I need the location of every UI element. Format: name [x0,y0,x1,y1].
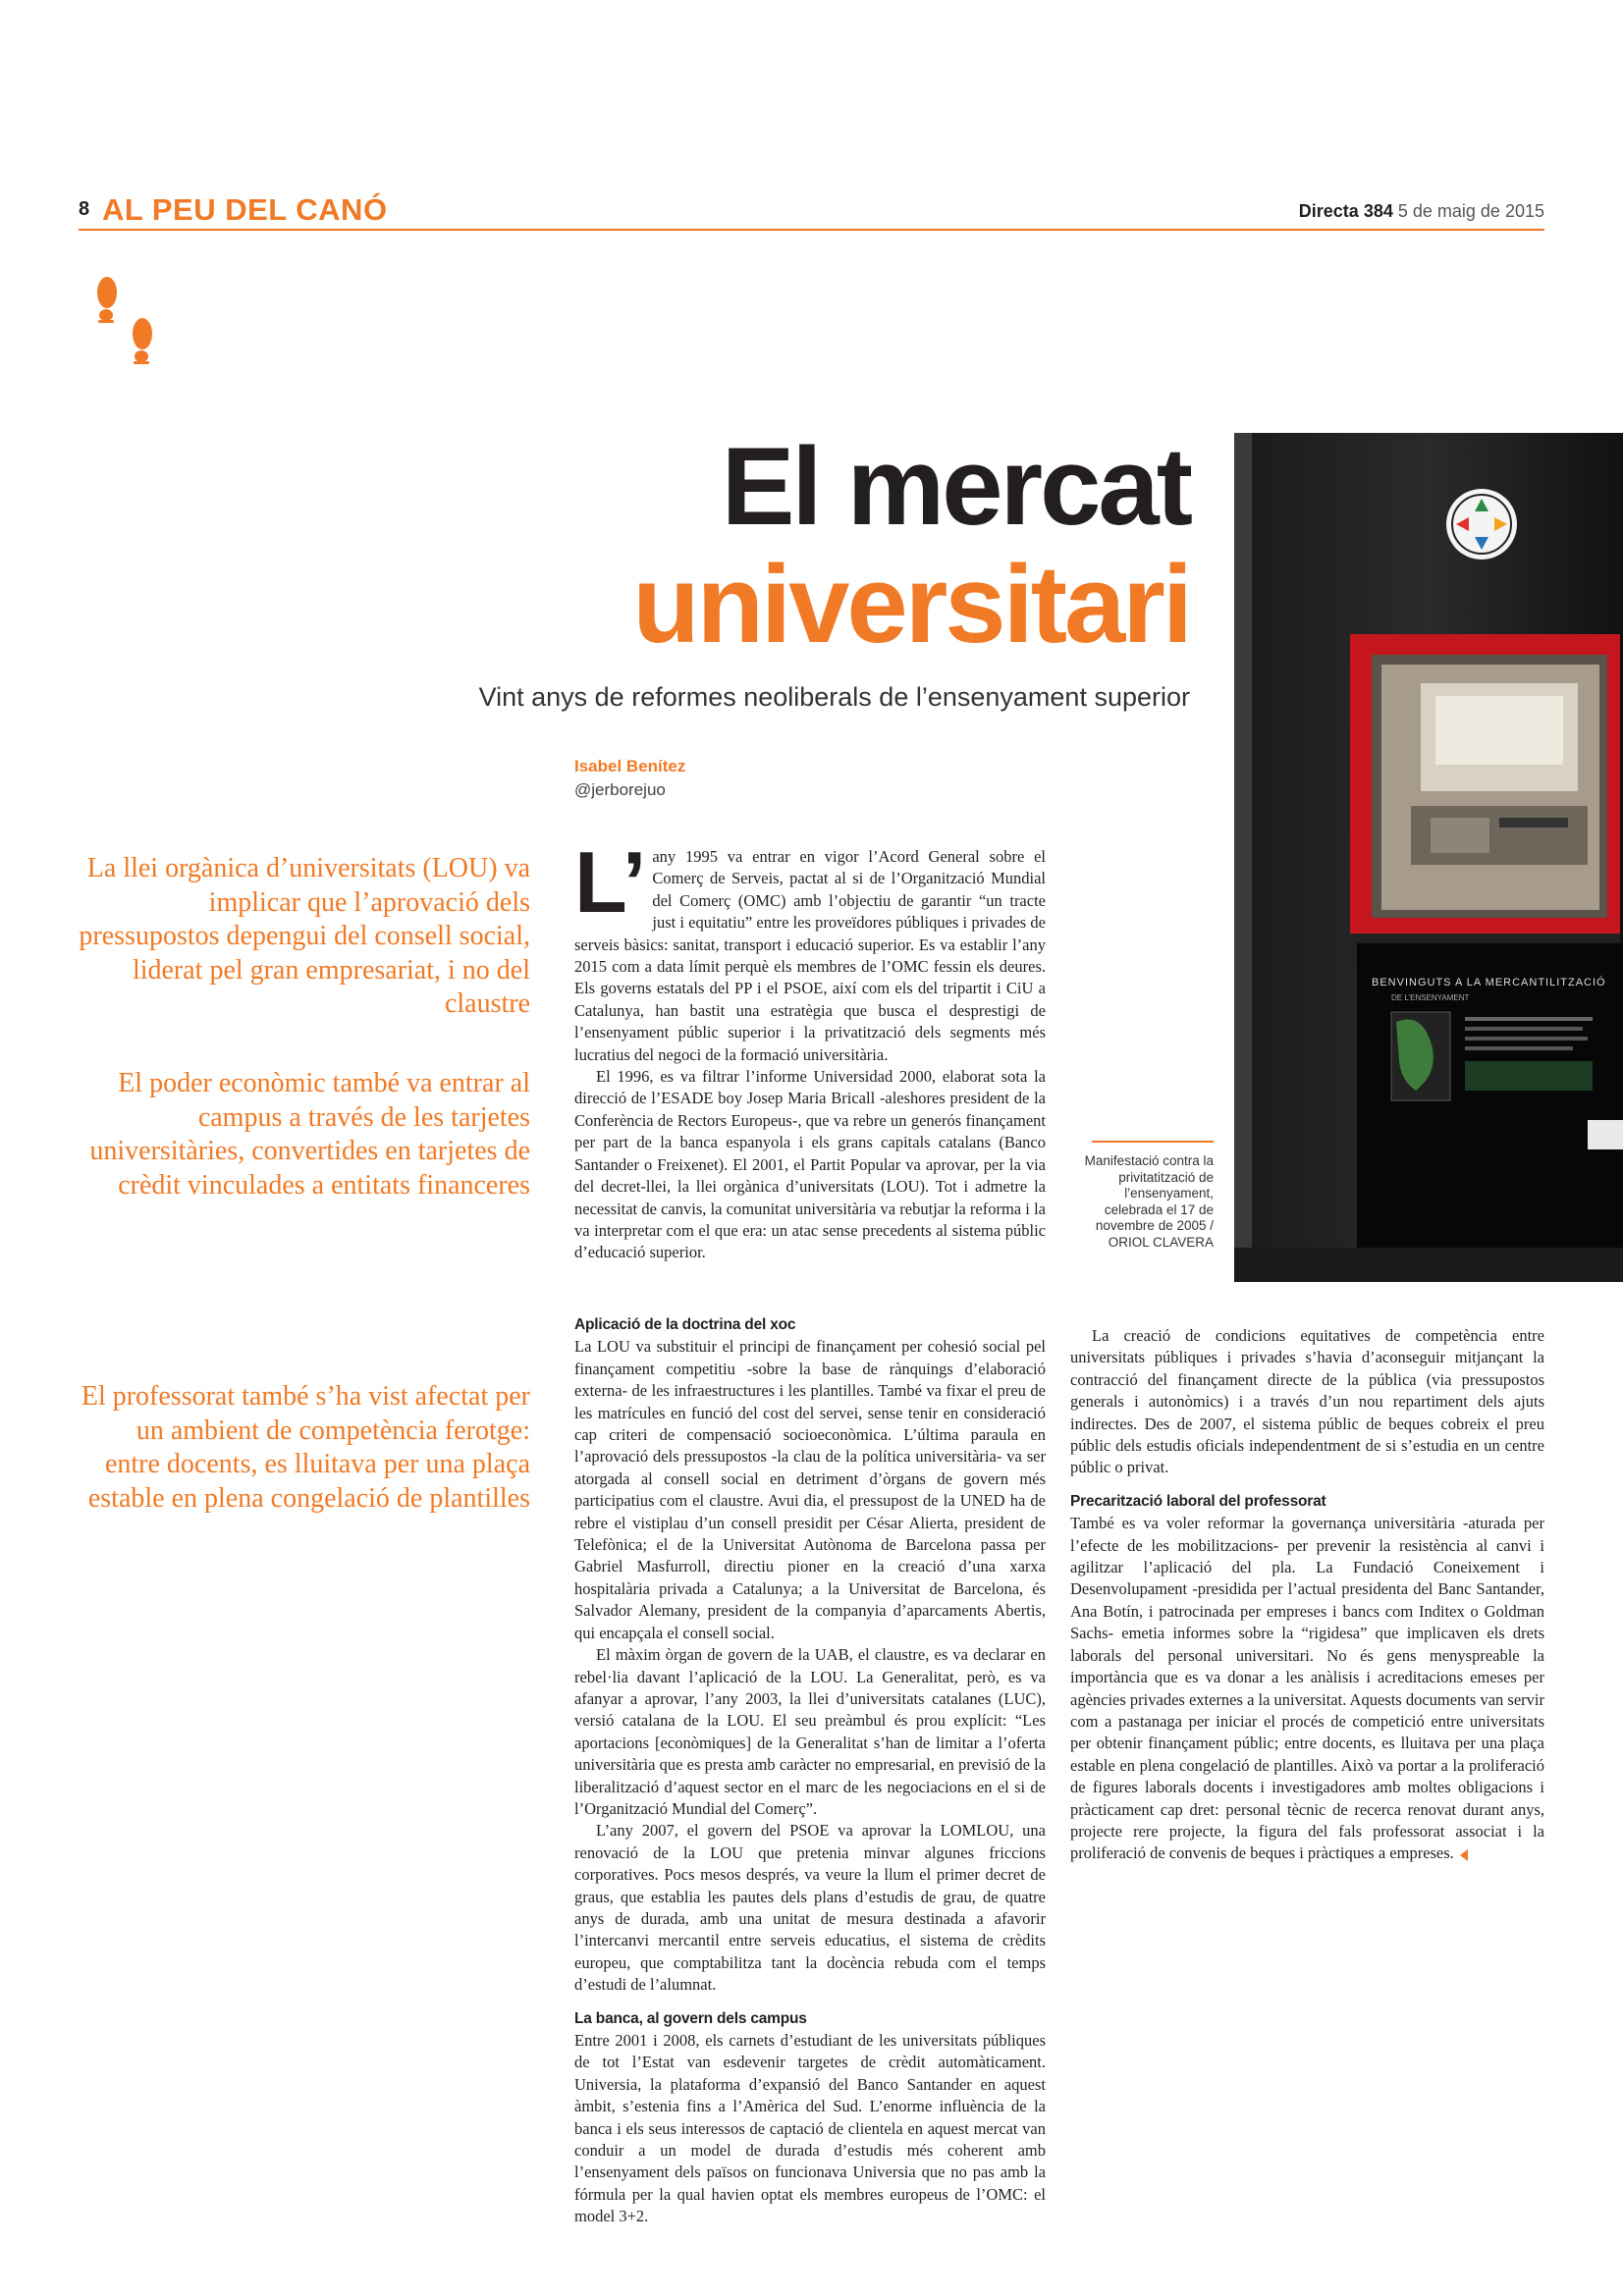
paragraph [1070,1513,1544,1865]
article-title-line2: universitari [632,543,1190,666]
article-subtitle: Vint anys de reformes neoliberals de l’ensenyament superior [478,682,1190,712]
end-mark-icon [1460,1849,1468,1861]
intro-text: any 1995 va entrar en vigor l’Acord General sobre el Comerç de Serveis, pactat al si de l’Organització Mundial del Comerç (OMC) amb l’objectiu de garantir “un tracte just i equitatiu” entre les proveïdores públiques i privades de serveis bàsics: sanitat, transport i educació superior. Es va establir l’any 2015 com a data límit perquè els membres de l’OMC fessin els deures. Els governs estatals del PP i el PSOE, així com els del tripartit i CiU a Catalunya, han bastit una estratègia que busca el desprestigi de l’ensenyament públic superior i la privatització dels segments més lucratius del negoci de la formació universitària. [574,847,1046,1064]
paragraph: L’any 2007, el govern del PSOE va aprovar la LOMLOU, una renovació de la LOU que pretenia minvar algunes friccions corporatives. Pocs mesos després, va veure la llum el primer decret de graus, que establia les pautes dels plans d’estudis de grau, de quatre anys de durada, amb una unitat de mesura destinada a afavorir l’intercanvi mercantil entre serveis educatius, el sistema de crèdits europeu, que comptabilitza tant la docència rebuda com el temps d’estudi de l’alumnat. [574,1821,1046,1995]
pull-quote: El poder econòmic també va entrar al campus a través de les tarjetes universitàries, convertides en tarjetes de crèdit vinculades a entitats financeres [89,1068,530,1201]
issue-date: 5 de maig de 2015 [1397,201,1544,221]
photo-sign-line1: BENVINGUTS A LA MERCANTILITZACIÓ [1372,977,1606,988]
header-rule [79,229,1544,231]
section-heading: Precarització laboral del professorat [1070,1492,1326,1510]
article-title-line1: El mercat [721,425,1190,548]
paragraph: La LOU va substituir el principi de finançament per cohesió social pel finançament competitiu -sobre la base de rànquings d’elaboració externa- de les infraestructures i les plantilles. També va fixar el preu de les matrícules en funció del cost del servei, sense tenir en consideració cap criteri de compensació socioeconòmica. L’última paraula en l’aprovació dels pressupostos -la clau de la política universitària- va ser atorgada al consell social en detriment d’òrgans de govern més participatius com el claustre. Avui dia, el pressupost de la UNED ha de rebre el vistiplau d’un consell presidit per César Alierta, president de Telefònica; el de la Universitat Autònoma de Barcelona passa per Gabriel Masfurroll, directiu pioner en la creació d’una xarxa hospitalària privada a Catalunya; a la Universitat de Barcelona, és Salvador Alemany, president de la companyia d’aparcaments Abertis, qui encapçala el consell social. [574,1337,1046,1642]
paragraph [574,833,1046,1066]
author-name: Isabel Benítez [574,757,686,775]
paragraph: El màxim òrgan de govern de la UAB, el claustre, es va declarar en rebel·lia davant l’aplicació de la LOU. La Generalitat, però, es va afanyar a aprovar, l’any 2003, la llei d’universitats catalanes (LUC), versió catalana de la LOU. El seu preàmbul és prou explícit: “Les aportacions [econòmiques] de la Generalitat s’han de limitar a l’oferta universitària que es presta amb caràcter no empresarial, en previsió de la liberalització d’aquest sector en el marc de les negociacions en el si de l’Organització Mundial del Comerç”. [574,1645,1046,1818]
paragraph: El 1996, es va filtrar l’informe Universidad 2000, elaborat sota la direcció de l’ESADE boy Josep Maria Bricall -aleshores president de la Conferència de Rectors Europeus-, que va rebre un generós finançament per part de la banca espanyola i els grans capitals catalans (Banco Santander o Freixenet). El 2001, el Partit Popular va aprovar, per la via del decret-llei, la llei orgànica d’universitats (LOU). Tot i admetre la necessitat de canvis, la comunitat universitària va rebutjar la reforma i la va interpretar com el que era: un atac sense precedents al sistema públic d’educació superior. [574,1067,1046,1262]
publication-name: Directa 384 [1298,201,1393,221]
pull-quote: El professorat també s’ha vist afectat per un ambient de competència ferotge: entre docents, es lluitava per una plaça estable en plena congelació de plantilles [81,1381,530,1514]
page-number: 8 [79,198,90,220]
paragraph-text: També es va voler reformar la governança universitària -aturada per l’efecte de les mobilitzacions- per prevenir la resistència al canvi i agilitzar l’aplicació del pla. La Fundació Coneixement i Desenvolupament -presidida per l’actual presidenta del Banc Santander, Ana Botín, i patrocinada per empreses i bancs com Inditex o Goldman Sachs- emetia informes sobre la “rigidesa” que implicaven els drets laborals del personal universitari. No és gens menyspreable la importància que es va donar a les anàlisis i acreditacions emeses per agències privades externes a la universitat. Aquests documents van servir com a pastanaga per iniciar el procés de competició entre universitats per obtenir finançament públic; entre docents, es lluitava per una plaça estable en plena congelació de plantilles. Això va portar a la proliferació de figures laborals docents i investigadores amb moltes obligacions i pràcticament cap dret: personal tècnic de recerca renovat durant anys, projecte rere projecte, la figura del fals professorat associat i la proliferació de convenis de beques i pràctiques a empreses. [1070,1514,1544,1863]
pull-quote: La llei orgànica d’universitats (LOU) va implicar que l’aprovació dels pressupostos depengui del consell social, liderat pel gran empresariat, i no del claustre [79,853,530,1019]
article-photo [1234,433,1623,1282]
dropcap: L’ [574,833,647,931]
caption-rule [1092,1141,1214,1143]
article-body-intro [574,833,1046,1264]
article-body-column-left [574,1303,1046,2228]
section-heading: Aplicació de la doctrina del xoc [574,1316,796,1333]
author-handle[interactable]: @jerborejuo [574,780,666,799]
footprints-icon [93,273,167,381]
issue-info [1299,201,1544,222]
section-title: AL PEU DEL CANÓ [102,192,388,227]
article-body-column-right [1070,1325,1544,1865]
photo-sign-line2: DE L’ENSENYAMENT [1391,993,1470,1002]
photo-caption: Manifestació contra la privitatització de l’ensenyament, celebrada el 17 de novembre de 2005 / ORIOL CLAVERA [1084,1153,1214,1250]
paragraph: Entre 2001 i 2008, els carnets d’estudiant de les universitats públiques de tot l’Estat van esdevenir targetes de crèdit automàticament. Universia, la plataforma d’expansió del Banco Santander en aquest àmbit, s’estenia fins a l’Amèrica del Sud. L’enorme influència de la banca i els seus interessos de captació de clientela en aquest mercat van conduir a un model de durada d’estudis més coherent amb l’ensenyament dels països on funcionava Universia que no pas amb la fórmula per la qual havien optat els membres europeus de l’OMC: el model 3+2. [574,2031,1046,2226]
paragraph: La creació de condicions equitatives de competència entre universitats públiques i privades s’havia d’aconseguir mitjançant la contracció del finançament directe de la pública (via pressupostos generals i autonòmics) i a través d’un nou repartiment dels ajuts indirectes. Des de 2007, el sistema públic de beques cobreix el preu públic dels estudis oficials independentment de si s’estudia en un centre públic o privat. [1070,1326,1544,1477]
section-heading: La banca, al govern dels campus [574,2009,807,2027]
